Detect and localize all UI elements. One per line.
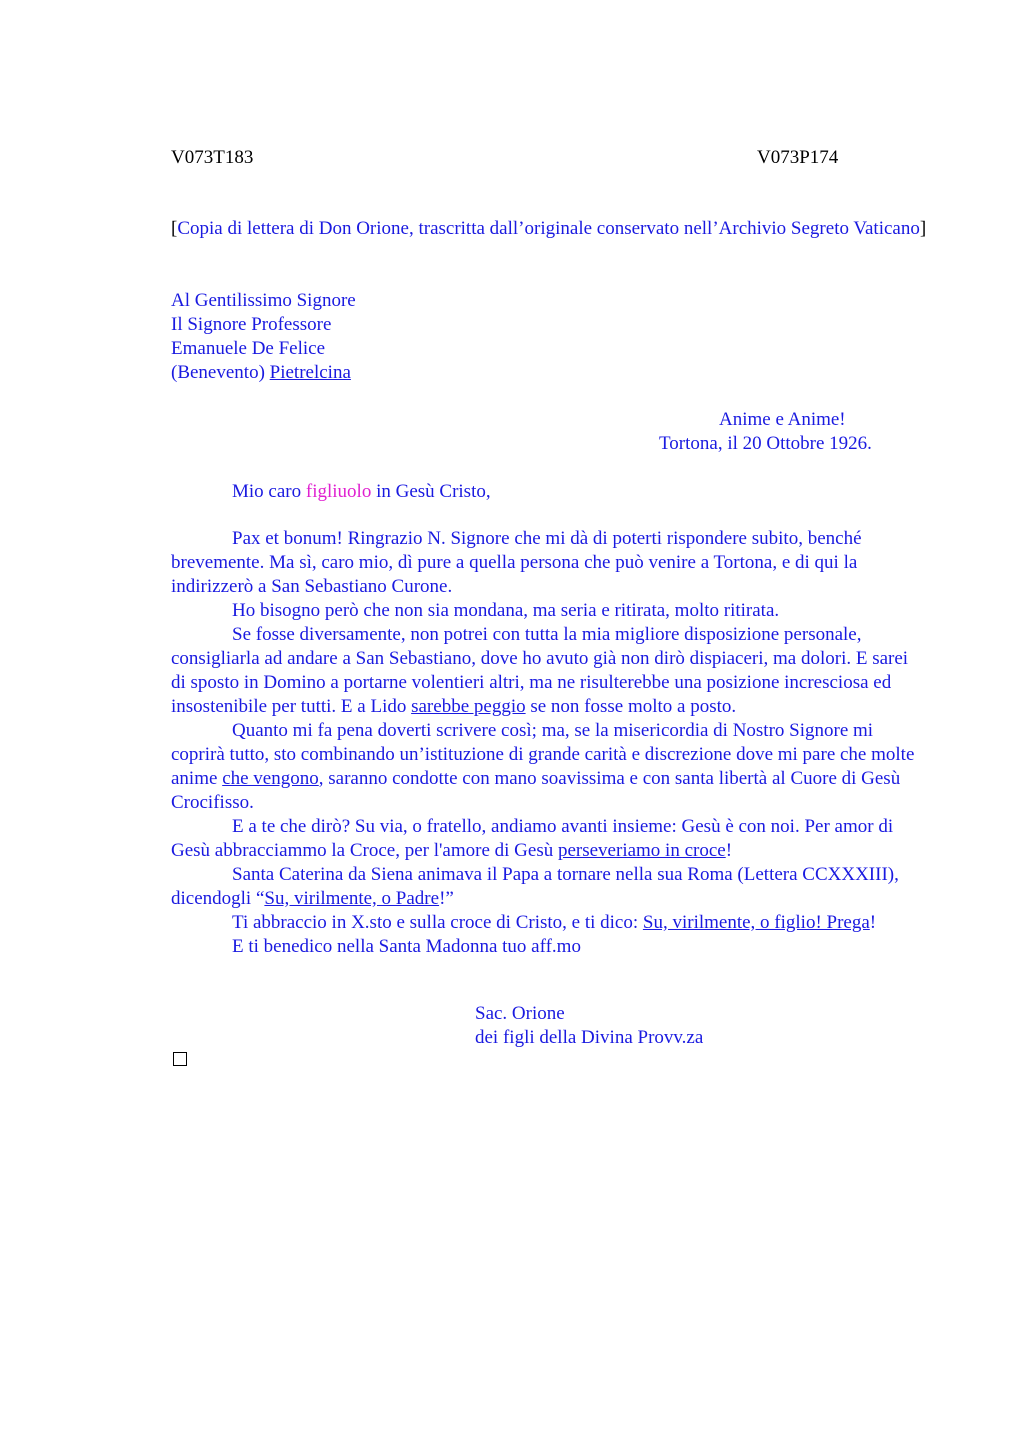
address-line: Emanuele De Felice: [171, 338, 326, 359]
address-line: [171, 361, 931, 385]
body-paragraph: [171, 719, 927, 815]
body-paragraph: [171, 815, 927, 863]
letter-place-date: Tortona, il 20 Ottobre 1926.: [659, 433, 872, 454]
letter-body: [171, 527, 927, 959]
signature-title: dei figli della Divina Provv.za: [475, 1027, 704, 1048]
checkbox-icon: [173, 1052, 187, 1066]
note-close-bracket: ]: [919, 218, 927, 239]
transcription-note: [171, 217, 931, 241]
underlined-text: Su, virilmente, o Padre: [264, 888, 440, 909]
body-paragraph: [171, 623, 927, 719]
document-code-right: V073P174: [757, 147, 839, 168]
body-paragraph: Ho bisogno però che non sia mondana, ma seria e ritirata, molto ritirata.: [232, 600, 780, 621]
paragraph-text: Santa Caterina da Siena animava il Papa a tornare nella sua Roma (Lettera CCXXXIII), dicendogli “: [171, 864, 899, 909]
greeting-start: Mio caro: [232, 481, 306, 502]
document-code-left: V073T183: [171, 147, 254, 168]
paragraph-text: Se fosse diversamente, non potrei con tutta la mia migliore disposizione personale, consigliarla ad andare a San Sebastiano, dove ho avuto già non dirò dispiaceri, ma dolori. E sarei di sposto in Domino a portarne volentieri altri, ma ne risulterebbe una posizione incresciosa ed insostenibile per tutti. E a Lido: [171, 624, 909, 717]
body-paragraph: Pax et bonum! Ringrazio N. Signore che mi dà di poterti rispondere subito, benché brevemente. Ma sì, caro mio, dì pure a quella persona che può venire a Tortona, e di qui la indirizzerò a San Sebastiano Curone.: [171, 528, 862, 597]
letter-motto: Anime e Anime!: [719, 409, 846, 430]
underlined-text: che vengono: [222, 768, 319, 789]
greeting-end: in Gesù Cristo,: [371, 481, 491, 502]
address-town: Pietrelcina: [269, 362, 351, 383]
paragraph-text: !: [869, 912, 877, 933]
address-line: Il Signore Professore: [171, 314, 332, 335]
address-line: Al Gentilissimo Signore: [171, 290, 356, 311]
recipient-address: [171, 289, 931, 385]
body-paragraph: [171, 911, 927, 935]
address-province: (Benevento): [171, 362, 270, 383]
note-text: Copia di lettera di Don Orione, trascritta dall’originale conservato nell’Archivio Segreto Vaticano: [177, 218, 920, 239]
underlined-text: sarebbe peggio: [411, 696, 526, 717]
signature-name: Sac. Orione: [475, 1003, 565, 1024]
underlined-text: Su, virilmente, o figlio! Prega: [642, 912, 870, 933]
letter-greeting: [171, 480, 931, 504]
note-open-bracket: [: [171, 218, 178, 239]
greeting-highlight: figliuolo: [305, 481, 372, 502]
body-paragraph: [171, 863, 927, 911]
signature: [475, 1002, 703, 1050]
body-paragraph: E ti benedico nella Santa Madonna tuo aff.mo: [232, 936, 581, 957]
paragraph-text: !: [725, 840, 733, 861]
underlined-text: perseveriamo in croce: [557, 840, 726, 861]
paragraph-text: se non fosse molto a posto.: [525, 696, 737, 717]
paragraph-text: E a te che dirò? Su via, o fratello, andiamo avanti insieme: Gesù è con noi. Per amor di Gesù abbracciammo la Croce, per l'amore di Gesù: [171, 816, 894, 861]
paragraph-text: !”: [439, 888, 454, 909]
paragraph-text: Quanto mi fa pena doverti scrivere così; ma, se la misericordia di Nostro Signore mi coprirà tutto, sto combinando un’istituzione di grande carità e discrezione dove mi pare che molte anime: [171, 720, 915, 789]
paragraph-text: Ti abbraccio in X.sto e sulla croce di Cristo, e ti dico:: [232, 912, 643, 933]
paragraph-text: , saranno condotte con mano soavissima e con santa libertà al Cuore di Gesù Crocifisso.: [171, 768, 901, 813]
